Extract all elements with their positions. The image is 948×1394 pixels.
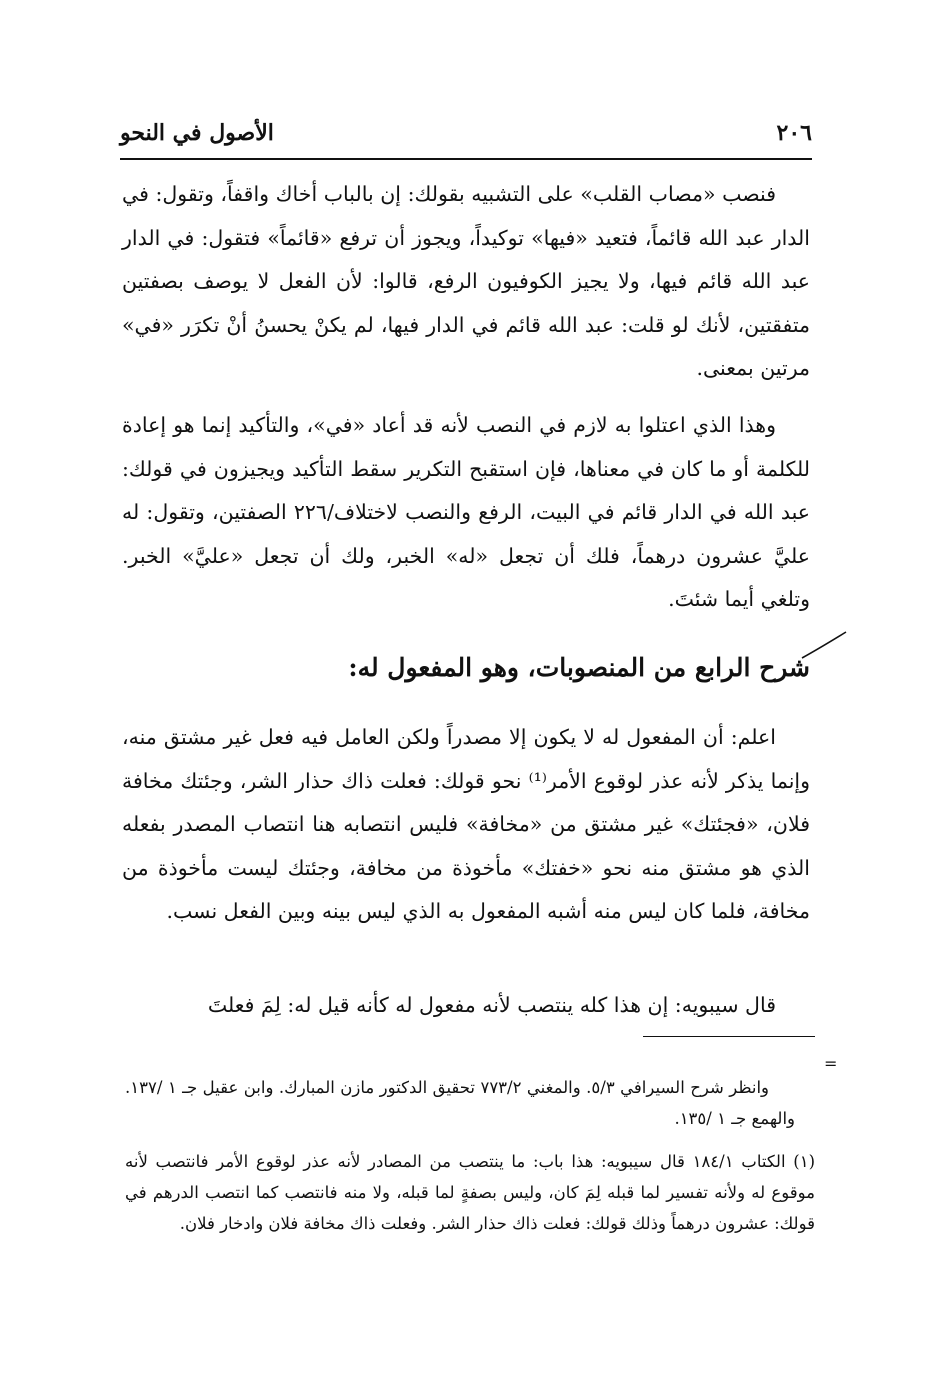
footnote-1: (١) الكتاب ١٨٤/١ قال سيبويه: هذا باب: ما ينتصب من المصادر لأنه عذر لوقوع الأمر فانتصب لأنه موقوع له ولأنه تفسير لما قبله لِمَ كان، وليس بصفةٍ لما قبله، ولا منه فانتصب كما انتصب الدرهم في قولك: عشرون درهماً وذلك قولك: فعلت ذاك حذار الشر. وفعلت ذاك مخافة فلان وادخار فلان. (125, 1152, 815, 1233)
footnote-continued: وانظر شرح السيرافي ٥/٣. والمغني ٧٧٣/٢ تحقيق الدكتور مازن المبارك. وابن عقيل جـ ١ /١٣٧. والهمع جـ ١ /١٣٥. (125, 1078, 795, 1128)
paragraph-4 (122, 984, 810, 1028)
paragraph-2-text: وهذا الذي اعتلوا به لازم في النصب لأنه قد أعاد «في»، والتأكيد إنما هو إعادة للكلمة أو ما كان في معناها، فإن استقبح التكرير سقط التأكيد ويجيزون في قولك: عبد الله في الدار قائم في البيت، الرفع والنصب لاختلاف/٢٢٦ الصفتين، وتقول: له عليَّ عشرون درهماً، فلك أن تجعل «له» الخبر، ولك أن تجعل «عليَّ» الخبر. وتلغي أيما شئتَ. (122, 413, 810, 611)
page-header (120, 118, 812, 160)
paragraph-1 (122, 173, 810, 391)
paragraph-4-text: قال سيبويه: إن هذا كله ينتصب لأنه مفعول له كأنه قيل له: لِمَ فعلتَ (207, 993, 776, 1017)
paragraph-3-text: اعلم: أن المفعول له لا يكون إلا مصدراً ولكن العامل فيه فعل غير مشتق منه، وإنما يذكر لأنه عذر لوقوع الأمر⁽¹⁾ نحو قولك: فعلت ذاك حذار الشر، وجئتك مخافة فلان، «فجئتك» غير مشتق من «مخافة» فليس انتصابه هنا انتصاب المصدر بفعله الذي هو مشتق منه نحو «خفتك» مأخوذة من مخافة، وجئتك ليست مأخوذة من مخافة، فلما كان ليس منه أشبه المفعول به الذي ليس بينه وبين الفعل نسب. (122, 725, 811, 923)
page-number: ٢٠٦ (776, 120, 812, 146)
section-heading: شرح الرابع من المنصوبات، وهو المفعول له: (348, 653, 810, 682)
footnote-separator (643, 1036, 815, 1037)
paragraph-3 (122, 716, 810, 934)
paragraph-1-text: فنصب «مصاب القلب» على التشبيه بقولك: إن بالباب أخاك واقفاً، وتقول: في الدار عبد الله قائماً، فتعيد «فيها» توكيداً، ويجوز أن ترفع «قائماً» فتقول: في الدار عبد الله قائم فيها، ولا يجيز الكوفيون الرفع، قالوا: لأن الفعل لا يوصف بصفتين متفقتين، لأنك لو قلت: عبد الله قائم في الدار فيها، لم يكنْ يحسنُ أنْ تكرَر «في» مرتين بمعنى. (122, 182, 810, 380)
footnote-continuation-mark: = (824, 1054, 838, 1073)
paragraph-2 (122, 404, 810, 622)
running-title: الأصول في النحو (120, 120, 274, 146)
